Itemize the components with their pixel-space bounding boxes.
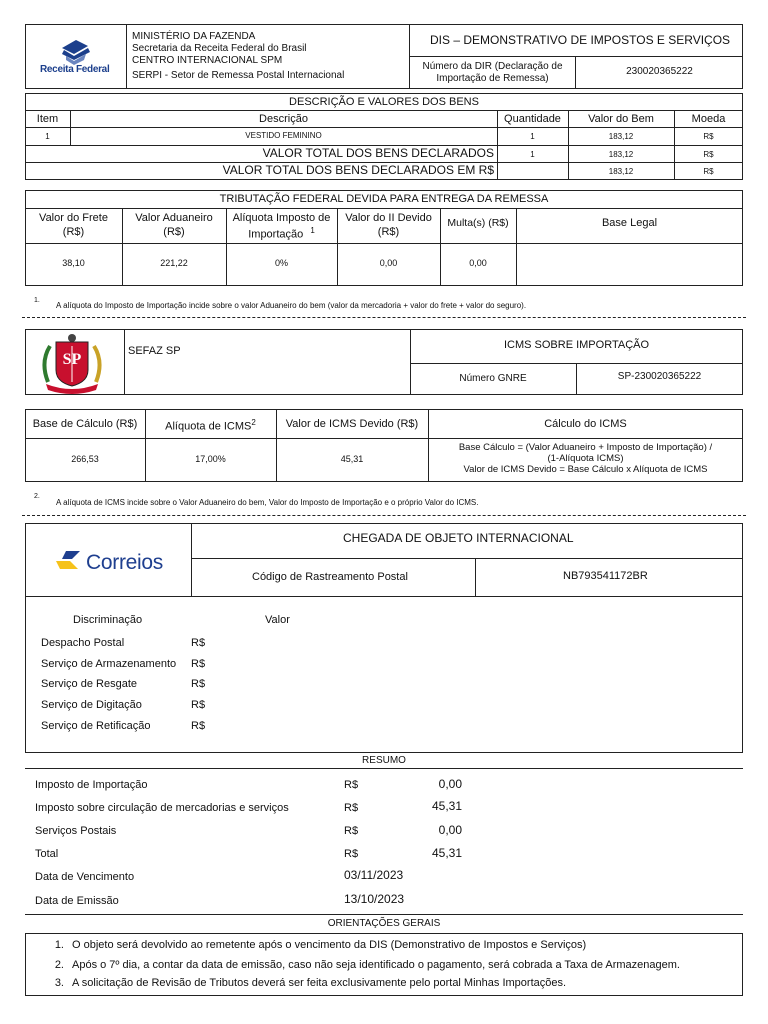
service-currency: R$: [191, 699, 206, 711]
icms-h-valor: Valor de ICMS Devido (R$): [285, 418, 419, 430]
dir-label-2: Importação de Remessa): [436, 73, 549, 84]
icms-valor: 45,31: [340, 454, 364, 464]
h-aliquota-2: Importação: [248, 228, 304, 241]
total1-moeda: R$: [703, 150, 714, 159]
col-valor-bem: Valor do Bem: [588, 113, 654, 125]
valor-label: Valor: [265, 614, 290, 626]
resumo-row-currency: R$: [344, 779, 359, 791]
sp-coat-of-arms-icon: [38, 332, 106, 394]
row-moeda: R$: [703, 132, 714, 141]
icms-aliquota: 17,00%: [195, 454, 226, 464]
service-currency: R$: [191, 637, 206, 649]
icms-calc-3: Valor de ICMS Devido = Base Cálculo x Alíquota de ICMS: [463, 464, 708, 475]
resumo-row-currency: R$: [344, 825, 359, 837]
receita-federal-logo: [36, 38, 116, 78]
dis-title: DIS – DEMONSTRATIVO DE IMPOSTOS E SERVIÇOS: [430, 33, 731, 47]
orientacao-num: 1.: [54, 939, 64, 951]
total2-moeda: R$: [703, 167, 714, 176]
service-name: Serviço de Retificação: [41, 720, 151, 732]
tributacao-title: TRIBUTAÇÃO FEDERAL DEVIDA PARA ENTREGA DA REMESSA: [219, 193, 549, 205]
rastreio-value: NB793541172BR: [563, 570, 648, 582]
vencimento-value: 03/11/2023: [344, 868, 404, 882]
val-aliquota: 0%: [274, 258, 288, 268]
h-aliquota-footnote-ref: 1: [310, 226, 315, 235]
orientacao-text: Após o 7º dia, a contar da data de emissão, caso não seja identificado o pagamento, será cobrada a Taxa de Armazenagem.: [72, 959, 680, 971]
icms-h-calculo: Cálculo do ICMS: [544, 418, 627, 430]
resumo-row-label: Total: [35, 848, 59, 860]
correios-logo-text: Correios: [86, 551, 163, 574]
receita-federal-logo-text: Receita Federal: [40, 64, 110, 75]
total2-valor: 183,12: [608, 167, 634, 176]
resumo-row-value: 45,31: [431, 799, 462, 813]
footnote-1-text: A alíquota do Imposto de Importação incide sobre o valor Aduaneiro do bem (valor da mercadoria + valor do frete + valor do seguro).: [56, 301, 527, 310]
resumo-row-currency: R$: [344, 848, 359, 860]
col-quantidade: Quantidade: [504, 113, 561, 125]
orientacao-text: O objeto será devolvido ao remetente após o vencimento da DIS (Demonstrativo de Impostos e Serviços): [72, 939, 587, 951]
val-ii: 0,00: [379, 258, 398, 268]
col-moeda: Moeda: [691, 113, 726, 125]
cut-line: [22, 515, 746, 516]
bens-title: DESCRIÇÃO E VALORES DOS BENS: [289, 96, 479, 108]
rastreio-label: Código de Rastreamento Postal: [252, 571, 408, 583]
h-aduaneiro-1: Valor Aduaneiro: [135, 212, 213, 224]
orientacoes-title: ORIENTAÇÕES GERAIS: [327, 918, 441, 929]
resumo-row-label: Imposto sobre circulação de mercadorias e serviços: [35, 802, 289, 814]
row-quantidade: 1: [530, 132, 535, 141]
h-multa: Multa(s) (R$): [447, 217, 509, 229]
svg-text:SP: SP: [62, 351, 82, 368]
service-currency: R$: [191, 678, 206, 690]
val-multa: 0,00: [469, 258, 487, 268]
orientacao-item: [48, 939, 586, 952]
resumo-row-label: Serviços Postais: [35, 825, 117, 837]
service-name: Serviço de Resgate: [41, 678, 137, 690]
resumo-row-value: 45,31: [431, 846, 462, 860]
orientacao-item: [48, 977, 566, 990]
resumo-row-value: 0,00: [438, 777, 462, 791]
col-descricao: Descrição: [259, 113, 308, 125]
footnote-2-text: A alíquota de ICMS incide sobre o Valor Aduaneiro do bem, Valor do Imposto de Importação e o próprio Valor do ICMS.: [56, 498, 479, 507]
header-line-3: CENTRO INTERNACIONAL SPM: [132, 55, 283, 66]
val-aduaneiro: 221,22: [160, 258, 188, 268]
total1-quantidade: 1: [530, 150, 535, 159]
resumo-row-label: Imposto de Importação: [35, 779, 148, 791]
total1-valor: 183,12: [608, 150, 634, 159]
h-base-legal: Base Legal: [601, 217, 658, 229]
sp-coat-of-arms: [38, 332, 106, 394]
service-currency: R$: [191, 720, 206, 732]
h-frete-1: Valor do Frete: [39, 212, 108, 224]
emissao-value: 13/10/2023: [344, 892, 405, 906]
discriminacao-label: Discriminação: [73, 614, 143, 626]
h-aliquota-1: Alíquota Imposto de: [232, 212, 331, 224]
icms-base: 266,53: [71, 454, 99, 464]
orientacao-num: 3.: [54, 977, 64, 989]
h-ii-2: (R$): [377, 226, 400, 238]
gnre-value: SP-230020365222: [617, 371, 702, 382]
icms-h-aliquota-wrap: [145, 418, 276, 433]
orientacao-item: [48, 959, 680, 972]
dir-number: 230020365222: [626, 66, 693, 77]
service-name: Serviço de Digitação: [41, 699, 142, 711]
gnre-label: Número GNRE: [459, 373, 527, 384]
cut-line: [22, 317, 746, 318]
row-descricao: VESTIDO FEMININO: [245, 131, 322, 140]
h-frete-2: (R$): [62, 226, 85, 238]
service-currency: R$: [191, 658, 206, 670]
header-line-1: MINISTÉRIO DA FAZENDA: [132, 31, 256, 42]
service-name: Serviço de Armazenamento: [41, 658, 177, 670]
divider: [409, 56, 743, 57]
vencimento-label: Data de Vencimento: [35, 871, 135, 883]
total2-label: VALOR TOTAL DOS BENS DECLARADOS EM R$: [222, 163, 494, 177]
icms-calc-2: (1-Alíquota ICMS): [547, 453, 624, 464]
h-aliquota-2-wrap: [226, 226, 337, 241]
icms-calc-1: Base Cálculo = (Valor Aduaneiro + Imposto de Importação) /: [458, 442, 713, 453]
row-valor: 183,12: [608, 132, 634, 141]
resumo-row-value: 0,00: [438, 823, 462, 837]
correios-emblem-icon: [52, 547, 86, 577]
val-frete: 38,10: [62, 258, 85, 268]
header-line-2: Secretaria da Receita Federal do Brasil: [132, 43, 307, 54]
sefaz-name: SEFAZ SP: [128, 345, 181, 357]
header-line-4: SERPI - Setor de Remessa Postal Internacional: [132, 70, 345, 81]
footnote-1-num: 1.: [34, 297, 40, 304]
row-item: 1: [45, 132, 50, 141]
orientacao-num: 2.: [54, 959, 64, 971]
chegada-title: CHEGADA DE OBJETO INTERNACIONAL: [343, 531, 574, 545]
orientacao-text: A solicitação de Revisão de Tributos deverá ser feita exclusivamente pelo portal Minhas Importações.: [72, 977, 567, 989]
resumo-title: RESUMO: [362, 755, 406, 766]
divider: [126, 24, 127, 89]
icms-h-aliquota: Alíquota de ICMS: [165, 420, 252, 433]
col-item: Item: [36, 113, 59, 125]
h-aduaneiro-2: (R$): [163, 226, 185, 238]
emissao-label: Data de Emissão: [35, 895, 119, 907]
icms-h-aliquota-footnote-ref: 2: [251, 418, 256, 427]
resumo-row-currency: R$: [344, 802, 359, 814]
service-name: Despacho Postal: [41, 637, 125, 649]
icms-import-title: ICMS SOBRE IMPORTAÇÃO: [503, 339, 650, 351]
icms-h-base: Base de Cálculo (R$): [32, 418, 138, 430]
dir-label-1: Número da DIR (Declaração de: [422, 61, 563, 72]
total1-label: VALOR TOTAL DOS BENS DECLARADOS: [262, 146, 494, 160]
h-ii-1: Valor do II Devido: [345, 212, 432, 224]
footnote-2-num: 2.: [34, 493, 40, 500]
correios-logo: [52, 547, 172, 577]
